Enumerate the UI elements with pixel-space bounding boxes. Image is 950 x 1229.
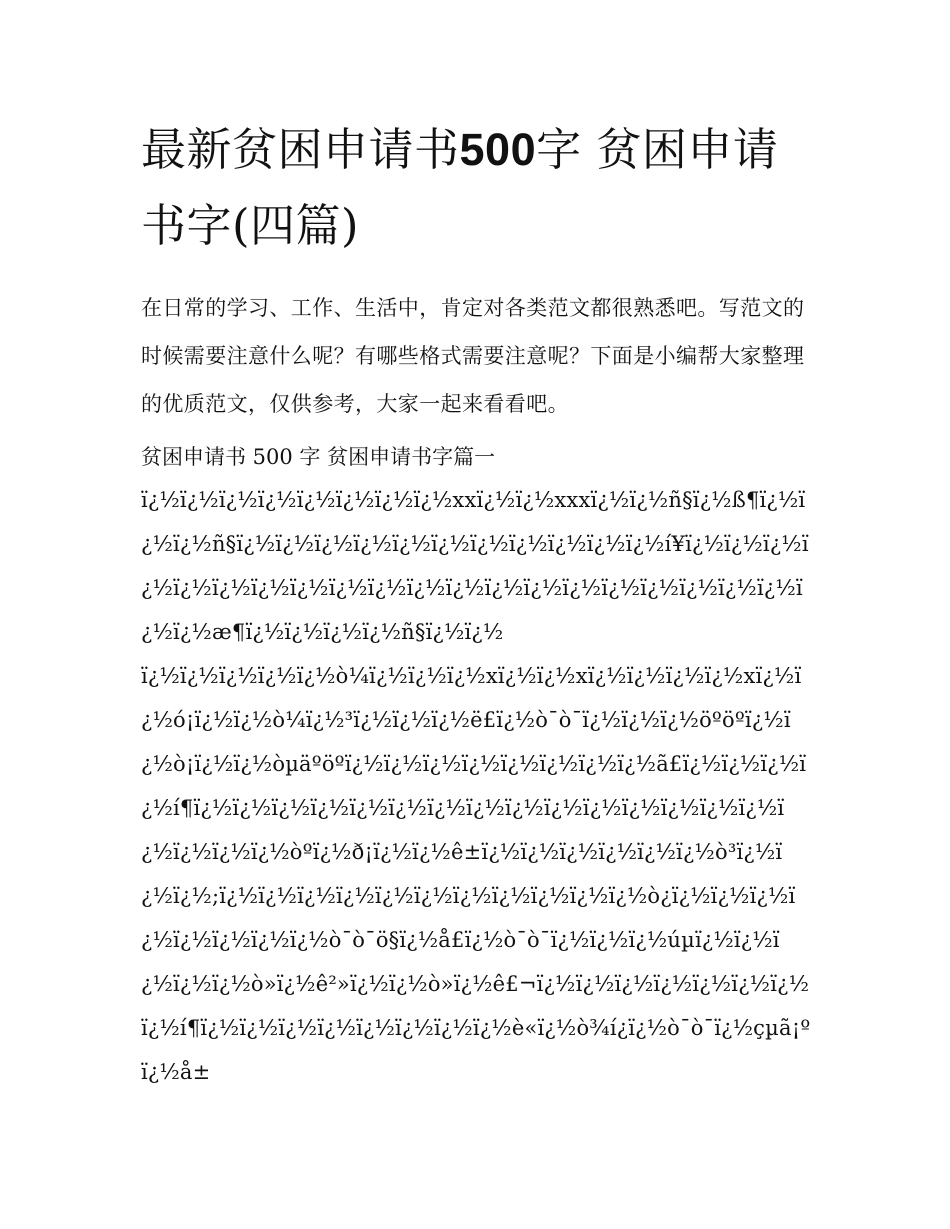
title-bold-number: 500: [459, 124, 537, 175]
section-subheading: 贫困申请书 500 字 贫困申请书字篇一: [141, 445, 496, 469]
document-page: [141, 112, 811, 1094]
intro-paragraph: 在日常的学习、工作、生活中，肯定对各类范文都很熟悉吧。写范文的时候需要注意什么呢？有哪些格式需要注意呢？下面是小编帮大家整理的优质范文，仅供参考，大家一起来看看吧。: [141, 296, 805, 416]
title-part-2: 字 贫困申请书字(四篇): [141, 123, 779, 252]
garbled-paragraph-2: ï¿½ï¿½ï¿½ï¿½ï¿½ò¼ï¿½ï¿½ï¿½xï¿½ï¿½xï¿½ï¿½ï¿½ï¿½xï¿½ï¿½ó¡ï¿½ï¿½ò¼ï¿½³ï¿½ï¿½ï¿½ë£ï¿½ò¯ò¯ï¿½ï¿½ï¿½öºöºï¿½ï¿½ò¡ï¿½ï¿½òµäºöºï¿½ï¿½ï¿½ï¿½ï¿½ï¿½ï¿½ï¿½ã£ï¿½ï¿½ï¿½ï¿½í¶ï¿½ï¿½ï¿½ï¿½ï¿½ï¿½ï¿½ï¿½ï¿½ï¿½ï¿½ï¿½ï¿½ï¿½ï¿½ï¿½ï¿½ï¿½ï¿½òºï¿½ð¡ï¿½ï¿½ê±ï¿½ï¿½ï¿½ï¿½ï¿½ï¿½ò³ï¿½ï¿½ï¿½;ï¿½ï¿½ï¿½ï¿½ï¿½ï¿½ï¿½ï¿½ï¿½ï¿½ï¿½ò¿ï¿½ï¿½ï¿½ï¿½ï¿½ï¿½ï¿½ï¿½ò¯ò¯ö§ï¿½å£ï¿½ò¯ò¯ï¿½ï¿½ï¿½úµï¿½ï¿½ï¿½ï¿½ï¿½ò»ï¿½ê²»ï¿½ï¿½ò»ï¿½ê£¬ï¿½ï¿½ï¿½ï¿½ï¿½ï¿½ï¿½ï¿½í¶ï¿½ï¿½ï¿½ï¿½ï¿½ï¿½ï¿½ï¿½è«ï¿½ò¾í¿ï¿½ò¯ò¯ï¿½çµã¡ºï¿½å±: [141, 664, 811, 1084]
garbled-paragraph-1: ï¿½ï¿½ï¿½ï¿½ï¿½ï¿½ï¿½ï¿½xxï¿½ï¿½xxxï¿½ï¿½ñ§ï¿½ß¶ï¿½ï¿½ï¿½ñ§ï¿½ï¿½ï¿½ï¿½ï¿½ï¿½ï¿½ï¿½ï¿½ï¿½ï¿½í¥ï¿½ï¿½ï¿½ï¿½ï¿½ï¿½ï¿½ï¿½ï¿½ï¿½ï¿½ï¿½ï¿½ï¿½ï¿½ï¿½ï¿½ï¿½ï¿½ï¿½ï¿½ï¿½æ¶ï¿½ï¿½ï¿½ï¿½ñ§ï¿½ï¿½: [141, 488, 809, 644]
title-part-1: 最新贫困申请书: [141, 123, 460, 176]
document-title: [141, 112, 811, 264]
